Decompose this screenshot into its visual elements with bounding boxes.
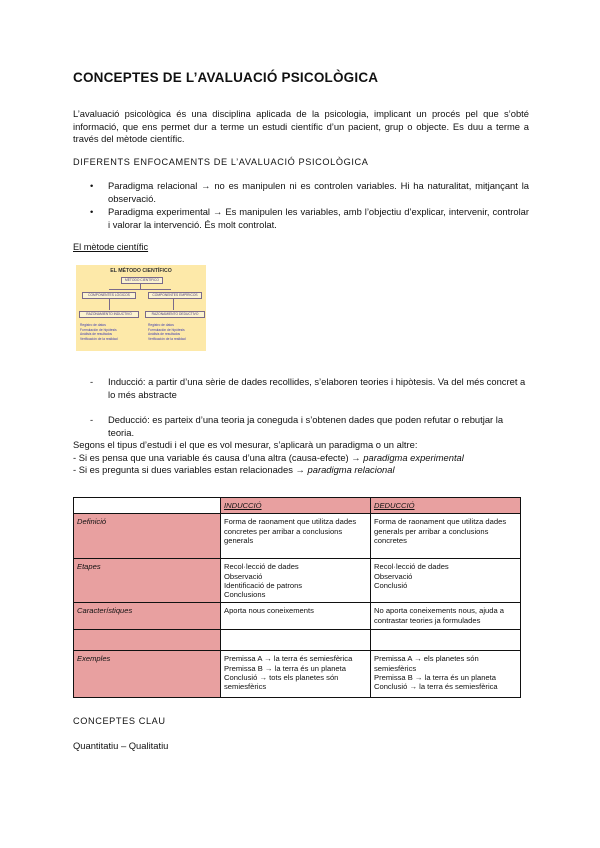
table-row [74,603,521,630]
paradigm-list [73,180,529,232]
figure-box-left: COMPONENTES LÓGICOS [82,292,136,299]
figure-item: Análisis de resultados [148,332,181,337]
section-heading-enfocaments: DIFERENTS ENFOCAMENTS DE L’AVALUACIÓ PSICOLÒGICA [73,157,369,167]
blank-cell [221,630,371,651]
list-item: - Inducció: a partir d’una sèrie de dades recollides, s’elaboren teories i hipòtesis. Va del més concret a lo més abstracte [73,376,529,401]
figure-item: Registro de datos [148,323,174,327]
table-cell: Aporta nous coneixements [221,603,371,630]
figure-connector [173,298,174,310]
figure-item: Análisis de resultados [80,332,113,337]
study-type-text [73,439,464,477]
figure-item: Verificación de la realidad [80,336,118,341]
figure-box-top: MÉTODO CIENTÍFICO [121,277,163,284]
figure-box-inductive: RAZONAMIENTO INDUCTIVO [79,311,139,318]
figure-title: EL MÉTODO CIENTÍFICO [110,268,172,274]
figure-connector [109,289,171,290]
figure-left-items [80,323,138,341]
key-concepts-heading: CONCEPTES CLAU [73,716,166,726]
figure-box-deductive: RAZONAMIENTO DEDUCTIVO [145,311,205,318]
blank-cell [371,630,521,651]
table-cell: Forma de raonament que utilitza dades generals per arribar a conclusions concretes [371,514,521,559]
list-item: • Paradigma experimental → Es manipulen les variables, amb l’objectiu d’explicar, intervenir, controlar i valorar la intervenció. És molt controlat. [73,206,529,231]
table-row [74,651,521,698]
intro-paragraph: L’avaluació psicològica és una disciplina aplicada de la psicologia, implicant un procés pel que s’obté informació, que ens permet dur a terme un estudi científic d’un pacient, grup o objecte. Es duu a terme a través del mètode científic. [73,108,529,145]
table-header-row [74,498,521,514]
list-item: • Paradigma relacional → no es manipulen ni es controlen variables. Hi ha naturalitat, mitjançant la observació. [73,180,529,205]
table-cell: Premissa A → els planetes són semiesfèrics Premissa B → la terra és un planeta Conclusió → la terra és semiesfèrica [371,651,521,698]
figure-right-items [148,323,206,341]
column-header-deduccio: DEDUCCIÓ [371,498,521,514]
list-item: - Deducció: es parteix d’una teoria ja coneguda i s’obtenen dades que poden refutar o rebutjar la teoria. [73,414,529,439]
figure-box-right: COMPONENTES EMPÍRICOS [148,292,202,299]
table-cell: Recol·lecció de dades Observació Identificació de patrons Conclusions [221,559,371,603]
blank-cell [74,630,221,651]
figure-item: Registro de datos [80,323,106,327]
study-line: - Si es pregunta si dues variables estan relacionades → paradigma relacional [73,464,395,476]
study-line: - Si es pensa que una variable és causa d’una altra (causa-efecte) → paradigma experimental [73,451,464,463]
row-header-caracteristiques: Característiques [74,603,221,630]
row-header-etapes: Etapes [74,559,221,603]
row-header-exemples: Exemples [74,651,221,698]
comparison-table [73,497,521,698]
table-cell: Forma de raonament que utilitza dades concretes per arribar a conclusions generals [221,514,371,559]
method-list-deduccio [73,414,529,439]
table-cell: No aporta coneixements nous, ajuda a contrastar teories ja formulades [371,603,521,630]
table-row [74,630,521,651]
figure-connector [109,298,110,310]
table-corner-cell [74,498,221,514]
figure-item: Formulación de hipótesis [80,327,117,332]
figure-item: Formulación de hipótesis [148,327,185,332]
column-header-induccio: INDUCCIÓ [221,498,371,514]
table-row [74,559,521,603]
page-title: CONCEPTES DE L’AVALUACIÓ PSICOLÒGICA [73,70,379,85]
table-cell: Premissa A → la terra és semiesfèrica Premissa B → la terra és un planeta Conclusió → tots els planetes són semiesfèrics [221,651,371,698]
table-cell: Recol·lecció de dades Observació Conclusió [371,559,521,603]
row-header-definicio: Definició [74,514,221,559]
key-concept-item: Quantitatiu – Qualitatiu [73,740,169,751]
study-line: Segons el tipus d’estudi i el que es vol mesurar, s’aplicarà un paradigma o un altre: [73,439,418,450]
figure-item: Verificación de la realidad [148,336,186,341]
scientific-method-figure [76,265,206,351]
table-row [74,514,521,559]
method-heading: El mètode científic [73,242,149,252]
method-list-induccio [73,376,529,401]
